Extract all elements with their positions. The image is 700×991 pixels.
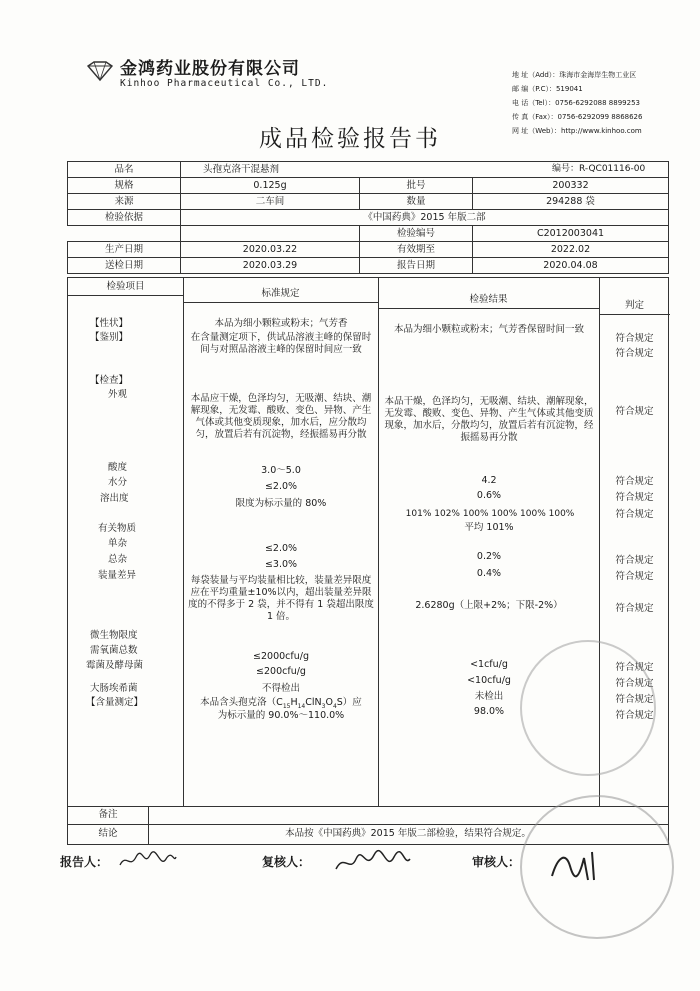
test-no-label: 检验编号 bbox=[360, 226, 473, 242]
res-dachang: 未检出 bbox=[474, 691, 504, 702]
std-rongchudu: 限度为标示量的 80% bbox=[235, 498, 327, 509]
ver-hanliang: 符合规定 bbox=[615, 710, 654, 721]
item-waiguan: 外观 bbox=[108, 389, 128, 400]
ver-zongza: 符合规定 bbox=[615, 571, 654, 582]
info-row-basis bbox=[68, 210, 669, 226]
spec-value: 0.125g bbox=[181, 178, 360, 194]
company-name-en: Kinhoo Pharmaceutical Co., LTD. bbox=[120, 78, 329, 89]
remark-label: 备注 bbox=[98, 809, 118, 820]
reviewer-signature-icon bbox=[334, 849, 412, 877]
res-waiguan: 本品干燥，色泽均匀，无吸潮、结块、潮解现象，无发霉、酸败、变色、异物、产生气体或其他变质现象，加水后，分散均匀，放置后若有沉淀物，经振摇易再分散 bbox=[384, 396, 594, 443]
std-hanliang-part-d: O bbox=[325, 697, 333, 708]
res-meijun: <10cfu/g bbox=[467, 675, 511, 686]
res-xingzhuang-jianbie: 本品为细小颗粒或粉末；气芳香保留时间一致 bbox=[394, 324, 585, 335]
res-zongza: 0.4% bbox=[476, 568, 502, 579]
contact-address: 地 址（Add）：珠海市金海岸生物工业区 bbox=[512, 71, 637, 79]
ver-xingzhuang: 符合规定 bbox=[615, 333, 654, 344]
col-divider-2 bbox=[378, 278, 379, 806]
res-danza: 0.2% bbox=[476, 551, 502, 562]
std-danza: ≤2.0% bbox=[264, 543, 298, 554]
ver-jianbie: 符合规定 bbox=[615, 348, 654, 359]
item-rongchudu: 溶出度 bbox=[100, 493, 129, 504]
res-zhuangliang: 2.6280g（上限+2%；下限-2%） bbox=[415, 600, 563, 611]
item-dachang: 大肠埃希菌 bbox=[90, 683, 138, 694]
ver-rongchudu: 符合规定 bbox=[615, 509, 654, 520]
ver-waiguan: 符合规定 bbox=[615, 406, 654, 417]
res-rongchudu-avg: 平均 101% bbox=[464, 522, 514, 533]
std-hanliang-part-a: 本品含头孢克洛（C bbox=[200, 697, 283, 708]
info-row-spec bbox=[68, 178, 669, 194]
item-hanliang: 【含量测定】 bbox=[86, 697, 144, 708]
approver-signature-icon bbox=[548, 846, 606, 886]
info-row-product bbox=[68, 162, 669, 178]
reviewer-label: 复核人： bbox=[262, 855, 311, 869]
std-jianbie: 在含量测定项下，供试品溶液主峰的保留时间与对照品溶液主峰的保留时间应一致 bbox=[190, 332, 372, 355]
std-zhuangliang: 每袋装量与平均装量相比较，装量差异限度应在平均重量±10%以内，超出装量差异限度的不得多于 2 袋，并不得有 1 袋超出限度 1 倍。 bbox=[188, 575, 374, 622]
testno-spacer-2 bbox=[181, 226, 360, 242]
expiry-value: 2022.02 bbox=[473, 242, 669, 258]
std-xingzhuang: 本品为细小颗粒或粉末；气芳香 bbox=[214, 318, 348, 329]
col-header-result: 检验结果 bbox=[469, 294, 508, 305]
quality-stamp-icon bbox=[520, 640, 656, 776]
ver-zhuangliang: 符合规定 bbox=[615, 603, 654, 614]
company-name-cn: 金鸿药业股份有限公司 bbox=[120, 59, 300, 79]
item-xuyangjun: 需氧菌总数 bbox=[90, 645, 138, 656]
ver-meijun: 符合规定 bbox=[615, 678, 654, 689]
conclusion-label: 结论 bbox=[98, 828, 118, 839]
res-xuyangjun: <1cfu/g bbox=[470, 659, 508, 670]
header-rule-2 bbox=[183, 302, 378, 303]
std-hanliang-sub-1: 15 bbox=[282, 702, 291, 710]
ver-suandu: 符合规定 bbox=[615, 476, 654, 487]
product-label: 品名 bbox=[68, 162, 181, 178]
info-row-submit bbox=[68, 258, 669, 274]
qty-label: 数量 bbox=[360, 194, 473, 210]
item-shuifen: 水分 bbox=[108, 477, 128, 488]
expiry-label: 有效期至 bbox=[360, 242, 473, 258]
contact-fax: 传 真（Fax）：0756-6292099 8868626 bbox=[512, 113, 643, 121]
ver-dachang: 符合规定 bbox=[615, 694, 654, 705]
std-hanliang-part-e: S）应 bbox=[336, 697, 362, 708]
header-rule-1 bbox=[68, 295, 183, 296]
info-row-testno bbox=[68, 226, 669, 242]
testno-spacer bbox=[68, 226, 181, 242]
std-xuyangjun: ≤2000cfu/g bbox=[253, 651, 309, 662]
contact-tel: 电 话（Tel）：0756-6292088 8899253 bbox=[512, 99, 640, 107]
contact-postcode: 邮 编（P.C）：519041 bbox=[512, 85, 583, 93]
res-hanliang: 98.0% bbox=[473, 706, 505, 717]
info-row-proddate bbox=[68, 242, 669, 258]
page-title: 成品检验报告书 bbox=[259, 126, 441, 152]
test-no-value: C2012003041 bbox=[473, 226, 669, 242]
std-waiguan: 本品应干燥，色泽均匀，无吸潮、结块、潮解现象，无发霉、酸败、变色、异物、产生气体或其他变质现象，加水后，应分散均匀，放置后若有沉淀物，经振摇易再分散 bbox=[190, 393, 372, 440]
std-dachang: 不得检出 bbox=[261, 683, 300, 694]
col-header-verdict: 判定 bbox=[624, 300, 644, 311]
conclusion-text: 本品按《中国药典》2015 年版二部检验，结果符合规定。 bbox=[285, 828, 531, 839]
spec-label: 规格 bbox=[68, 178, 181, 194]
item-xingzhuang: 【性状】 bbox=[90, 318, 129, 329]
std-hanliang-sub-4: 4 bbox=[332, 702, 337, 710]
batch-label: 批号 bbox=[360, 178, 473, 194]
item-weishengwu: 微生物限度 bbox=[90, 630, 138, 641]
res-shuifen: 0.6% bbox=[476, 490, 502, 501]
submit-date-label: 送检日期 bbox=[68, 258, 181, 274]
info-row-source bbox=[68, 194, 669, 210]
item-suandu: 酸度 bbox=[108, 462, 128, 473]
item-jianbie: 【鉴别】 bbox=[90, 332, 129, 343]
basis-value: 《中国药典》2015 年版二部 bbox=[181, 210, 669, 226]
item-zhuangliang: 装量差异 bbox=[98, 570, 137, 581]
report-date-label: 报告日期 bbox=[360, 258, 473, 274]
res-suandu: 4.2 bbox=[481, 475, 497, 486]
report-date-value: 2020.04.08 bbox=[473, 258, 669, 274]
reporter-label: 报告人： bbox=[60, 855, 109, 869]
batch-value: 200332 bbox=[473, 178, 669, 194]
item-zongza: 总杂 bbox=[108, 554, 128, 565]
ver-shuifen: 符合规定 bbox=[615, 492, 654, 503]
std-meijun: ≤200cfu/g bbox=[256, 666, 306, 677]
std-zongza: ≤3.0% bbox=[264, 559, 298, 570]
item-youguanwuzhi: 有关物质 bbox=[98, 523, 137, 534]
approver-label: 审核人： bbox=[472, 855, 521, 869]
std-hanliang-part-b: H bbox=[290, 697, 298, 708]
company-logo-icon bbox=[86, 60, 114, 82]
col-header-standard: 标准规定 bbox=[261, 288, 300, 299]
std-shuifen: ≤2.0% bbox=[264, 481, 298, 492]
basis-label: 检验依据 bbox=[68, 210, 181, 226]
ver-xuyangjun: 符合规定 bbox=[615, 662, 654, 673]
contact-web: 网 址（Web）：http://www.kinhoo.com bbox=[512, 127, 642, 135]
std-hanliang-part-c: ClN bbox=[305, 697, 322, 708]
document-number: 编号：R-QC01116-00 bbox=[552, 164, 646, 174]
item-danza: 单杂 bbox=[108, 538, 128, 549]
source-value: 二车间 bbox=[181, 194, 360, 210]
item-jiancha: 【检查】 bbox=[90, 375, 129, 386]
std-hanliang-sub-2: 14 bbox=[297, 702, 306, 710]
reporter-signature-icon bbox=[118, 849, 178, 873]
product-info-table bbox=[67, 161, 669, 274]
header-rule-4 bbox=[599, 314, 670, 315]
submit-date-value: 2020.03.29 bbox=[181, 258, 360, 274]
prod-date-value: 2020.03.22 bbox=[181, 242, 360, 258]
prod-date-label: 生产日期 bbox=[68, 242, 181, 258]
header-rule-3 bbox=[378, 308, 599, 309]
std-suandu: 3.0～5.0 bbox=[261, 465, 301, 476]
qty-value: 294288 袋 bbox=[473, 194, 669, 210]
res-rongchudu: 101% 102% 100% 100% 100% 100% bbox=[405, 509, 575, 519]
std-hanliang-range: 为标示量的 90.0%～110.0% bbox=[217, 710, 345, 721]
item-meijun: 霉菌及酵母菌 bbox=[86, 660, 144, 671]
std-hanliang-sub-3: 3 bbox=[321, 702, 326, 710]
col-divider-1 bbox=[183, 278, 184, 806]
col-header-item: 检验项目 bbox=[106, 281, 145, 292]
source-label: 来源 bbox=[68, 194, 181, 210]
ver-danza: 符合规定 bbox=[615, 555, 654, 566]
product-value: 头孢克洛干混悬剂 bbox=[181, 162, 669, 178]
